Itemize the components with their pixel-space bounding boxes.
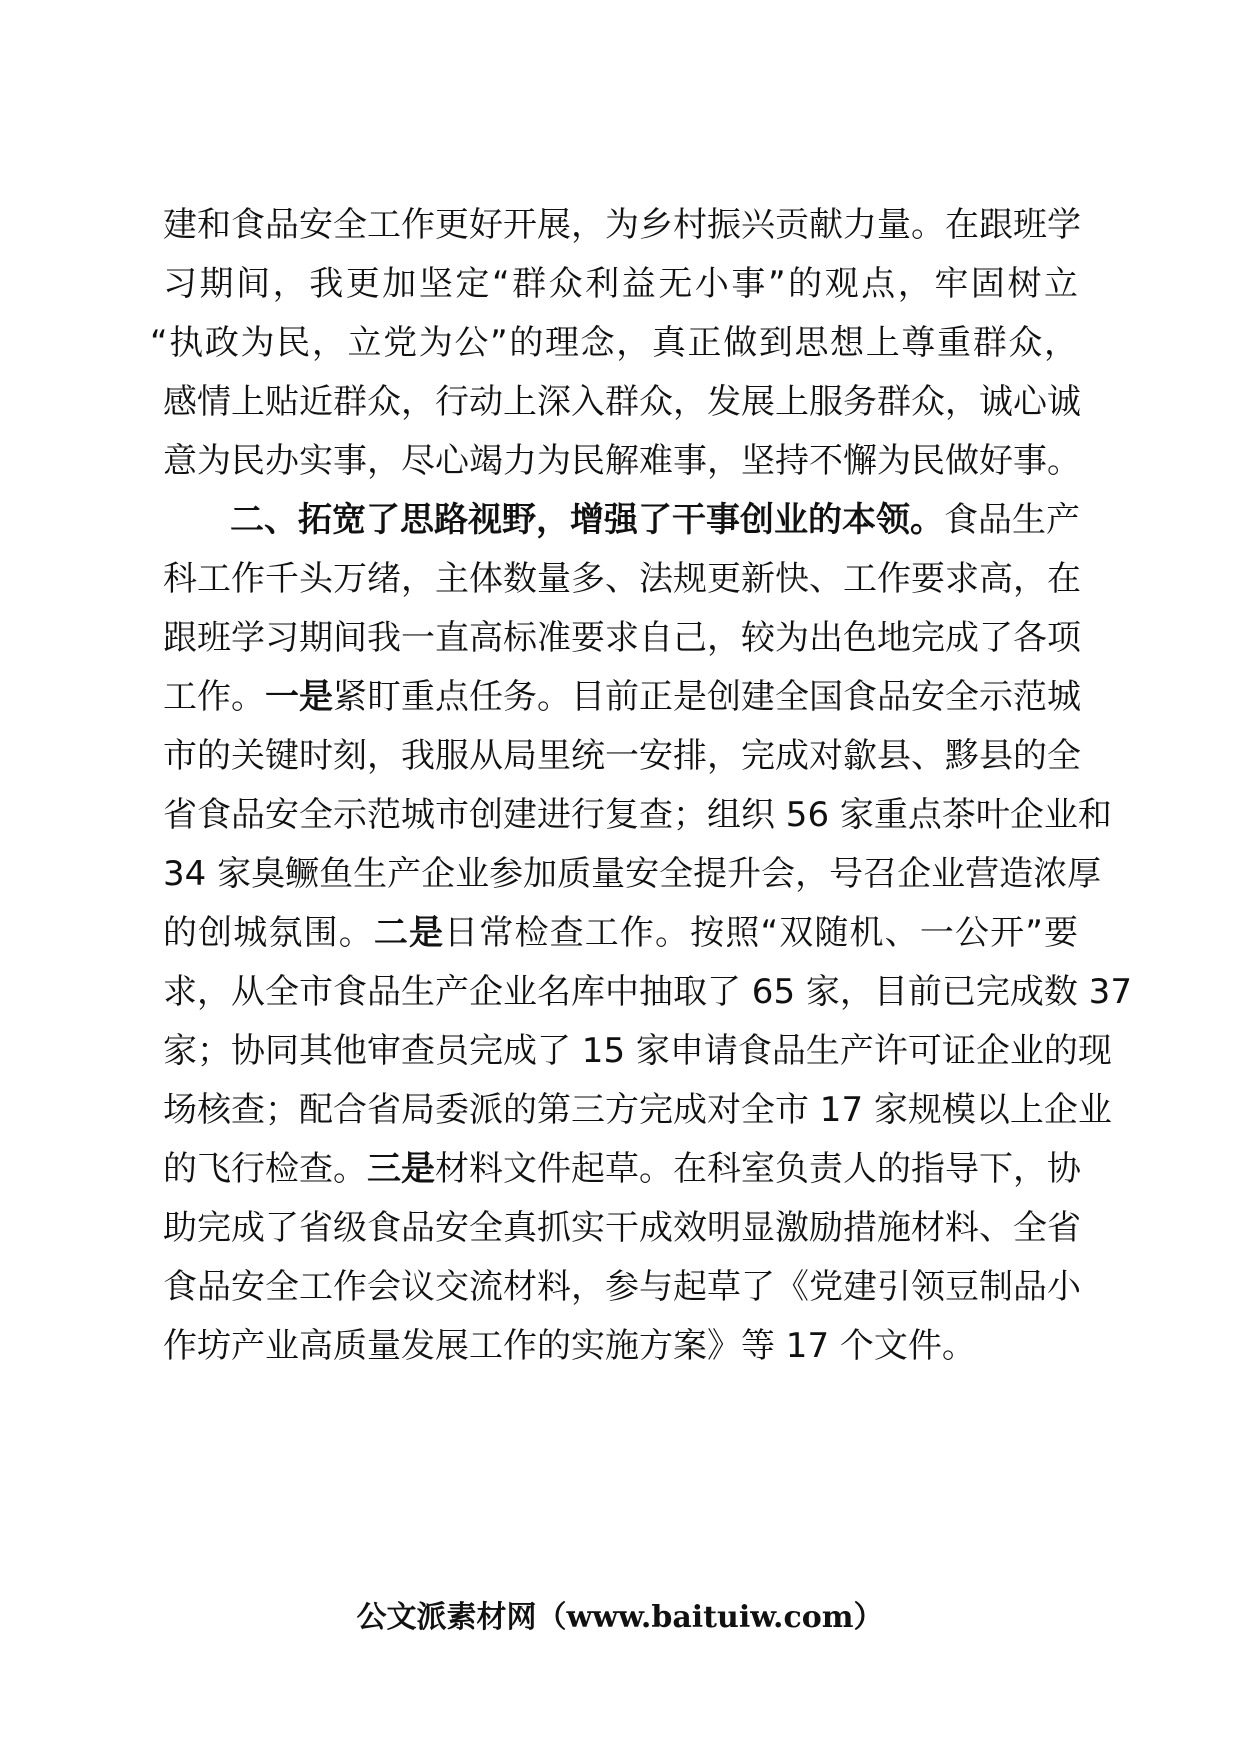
section-heading: 二、拓宽了思路视野，增强了干事创业的本领。 bbox=[230, 500, 944, 540]
paragraph-2-line-4-rest: 紧盯重点任务。目前正是创建全国食品安全示范城 bbox=[333, 677, 1081, 717]
paragraph-1-line-1: 建和食品安全工作更好开展，为乡村振兴贡献力量。在跟班学 bbox=[163, 205, 1081, 245]
paragraph-2-line-6: 省食品安全示范城市创建进行复查；组织 56 家重点茶叶企业和 bbox=[163, 795, 1112, 835]
paragraph-2-line-9: 求，从全市食品生产企业名库中抽取了 65 家，目前已完成数 37 bbox=[163, 972, 1132, 1012]
paragraph-1-line-3: “执政为民，立党为公”的理念，真正做到思想上尊重群众， bbox=[150, 323, 1078, 363]
paragraph-1-line-5: 意为民办实事，尽心竭力为民解难事，坚持不懈为民做好事。 bbox=[163, 441, 1081, 481]
point-1-label: 一是 bbox=[265, 677, 333, 717]
paragraph-2-line-15: 作坊产业高质量发展工作的实施方案》等 17 个文件。 bbox=[163, 1326, 976, 1366]
paragraph-2-line-10: 家；协同其他审查员完成了 15 家申请食品生产许可证企业的现 bbox=[163, 1031, 1112, 1071]
point-3-label: 三是 bbox=[367, 1149, 435, 1189]
paragraph-2-line-1 bbox=[230, 495, 1078, 545]
paragraph-2-line-8 bbox=[163, 908, 1078, 958]
paragraph-2-line-4-pre: 工作。 bbox=[163, 677, 265, 717]
paragraph-2-line-7: 34 家臭鳜鱼生产企业参加质量安全提升会，号召企业营造浓厚 bbox=[163, 854, 1102, 894]
paragraph-2-line-12 bbox=[163, 1144, 1081, 1194]
paragraph-2-line-5: 市的关键时刻，我服从局里统一安排，完成对歙县、黟县的全 bbox=[163, 736, 1081, 776]
point-2-label: 二是 bbox=[373, 913, 445, 953]
paragraph-2-line-2: 科工作千头万绪，主体数量多、法规更新快、工作要求高，在 bbox=[163, 559, 1081, 599]
paragraph-2-line-1-rest: 食品生产 bbox=[944, 500, 1080, 540]
paragraph-2-line-12-rest: 材料文件起草。在科室负责人的指导下，协 bbox=[435, 1149, 1081, 1189]
paragraph-2-line-14: 食品安全工作会议交流材料，参与起草了《党建引领豆制品小 bbox=[163, 1267, 1081, 1307]
paragraph-1-line-4: 感情上贴近群众，行动上深入群众，发展上服务群众，诚心诚 bbox=[163, 382, 1081, 422]
paragraph-2-line-11: 场核查；配合省局委派的第三方完成对全市 17 家规模以上企业 bbox=[163, 1090, 1112, 1130]
paragraph-1-line-2: 习期间，我更加坚定“群众利益无小事”的观点，牢固树立 bbox=[163, 264, 1078, 304]
paragraph-2-line-8-rest: 日常检查工作。按照“双随机、一公开”要 bbox=[444, 913, 1079, 953]
paragraph-2-line-4 bbox=[163, 672, 1081, 722]
paragraph-2-line-12-pre: 的飞行检查。 bbox=[163, 1149, 367, 1189]
footer-watermark: 公文派素材网（www.baituiw.com） bbox=[356, 1600, 884, 1635]
paragraph-2-line-3: 跟班学习期间我一直高标准要求自己，较为出色地完成了各项 bbox=[163, 618, 1081, 658]
paragraph-2-line-8-pre: 的创城氛围。 bbox=[163, 913, 374, 953]
paragraph-2-line-13: 助完成了省级食品安全真抓实干成效明显激励措施材料、全省 bbox=[163, 1208, 1081, 1248]
